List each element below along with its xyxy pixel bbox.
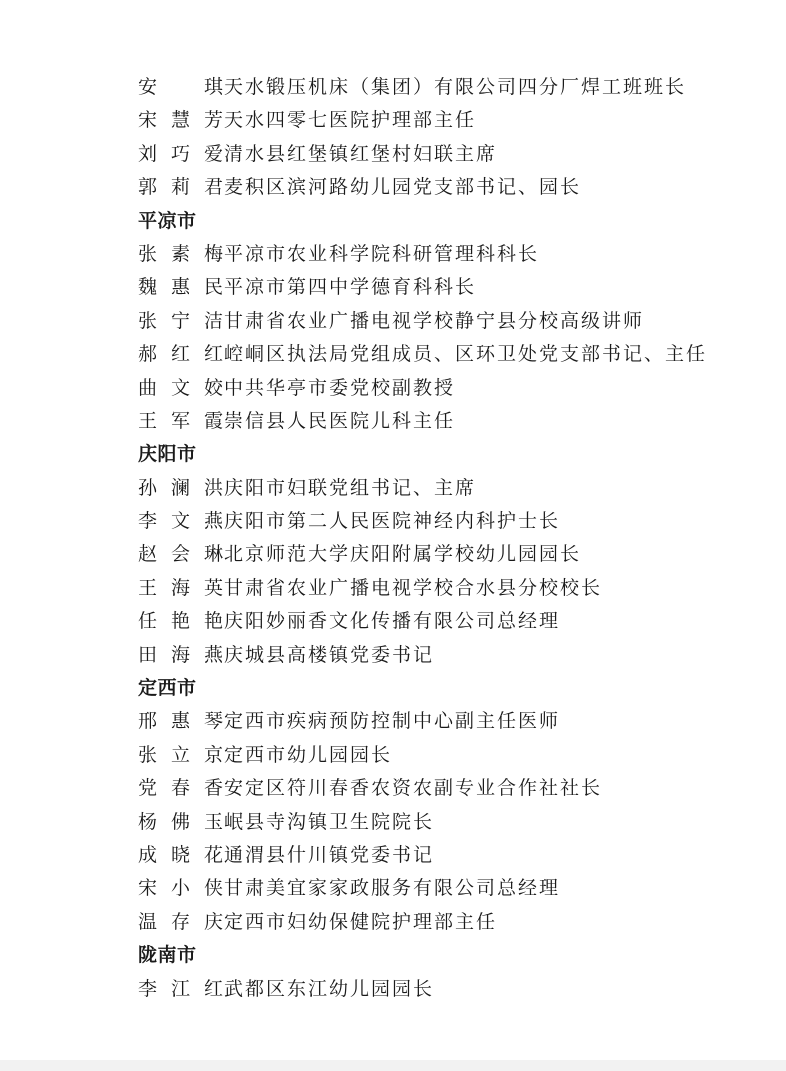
person-row [138, 171, 758, 204]
person-row [138, 739, 758, 772]
honoree-list [138, 71, 758, 1006]
person-title: 平凉市农业科学院科研管理科科长 [224, 242, 540, 265]
person-row [138, 505, 758, 538]
person-title: 天水锻压机床（集团）有限公司四分厂焊工班班长 [224, 76, 687, 98]
person-row [138, 405, 758, 438]
region-heading [138, 438, 758, 471]
person-row [138, 71, 758, 104]
person-name: 孙澜洪 [138, 476, 224, 499]
person-title: 天水四零七医院护理部主任 [224, 109, 477, 132]
person-title: 甘肃美宜家家政服务有限公司总经理 [224, 877, 561, 900]
person-name: 王军霞 [138, 409, 224, 432]
person-title: 武都区东江幼儿园园长 [224, 977, 435, 1000]
person-row [138, 806, 758, 839]
person-name: 郭莉君 [138, 176, 224, 199]
person-title: 庆阳市妇联党组书记、主席 [224, 476, 477, 499]
person-name: 张宁洁 [138, 309, 224, 332]
page-bottom-edge [0, 1060, 786, 1071]
person-row [138, 372, 758, 405]
person-row [138, 705, 758, 738]
person-name: 安 琪 [138, 76, 224, 98]
person-row [138, 973, 758, 1006]
region-heading [138, 672, 758, 705]
person-row [138, 772, 758, 805]
region-heading [138, 939, 758, 972]
region-heading-text: 陇南市 [138, 944, 197, 967]
person-row [138, 538, 758, 571]
person-row [138, 104, 758, 137]
person-row [138, 305, 758, 338]
person-row [138, 906, 758, 939]
region-heading-text: 平凉市 [138, 209, 197, 232]
person-name: 张立京 [138, 743, 224, 766]
person-row [138, 572, 758, 605]
person-title: 平凉市第四中学德育科科长 [224, 276, 477, 299]
person-title: 崇信县人民医院儿科主任 [224, 409, 456, 432]
person-row [138, 338, 758, 371]
person-name: 宋慧芳 [138, 109, 224, 132]
person-title: 甘肃省农业广播电视学校静宁县分校高级讲师 [224, 309, 645, 332]
person-row [138, 238, 758, 271]
person-title: 清水县红堡镇红堡村妇联主席 [224, 142, 498, 165]
person-name: 杨佛玉 [138, 810, 224, 833]
person-row [138, 872, 758, 905]
person-name: 邢惠琴 [138, 710, 224, 733]
region-heading [138, 205, 758, 238]
person-row [138, 839, 758, 872]
person-name: 田海燕 [138, 643, 224, 666]
person-row [138, 138, 758, 171]
person-row [138, 472, 758, 505]
person-name: 郝红红 [138, 343, 224, 366]
person-name: 张素梅 [138, 242, 224, 265]
person-name: 李江红 [138, 977, 224, 1000]
person-title: 中共华亭市委党校副教授 [224, 376, 456, 399]
person-title: 安定区符川春香农资农副专业合作社社长 [224, 777, 603, 800]
person-title: 岷县寺沟镇卫生院院长 [224, 810, 435, 833]
person-title: 崆峒区执法局党组成员、区环卫处党支部书记、主任 [224, 343, 708, 366]
person-name: 宋小侠 [138, 877, 224, 900]
person-title: 麦积区滨河路幼儿园党支部书记、园长 [224, 176, 582, 199]
person-name: 李文燕 [138, 510, 224, 533]
person-name: 温存庆 [138, 910, 224, 933]
person-name: 魏惠民 [138, 276, 224, 299]
person-title: 庆城县高楼镇党委书记 [224, 643, 435, 666]
person-title: 庆阳市第二人民医院神经内科护士长 [224, 510, 561, 533]
person-title: 定西市妇幼保健院护理部主任 [224, 910, 498, 933]
person-title: 北京师范大学庆阳附属学校幼儿园园长 [224, 543, 582, 566]
person-row [138, 271, 758, 304]
person-title: 通渭县什川镇党委书记 [224, 843, 435, 866]
person-row [138, 639, 758, 672]
person-title: 甘肃省农业广播电视学校合水县分校校长 [224, 576, 603, 599]
person-title: 定西市幼儿园园长 [224, 743, 393, 766]
person-name: 曲文姣 [138, 376, 224, 399]
person-title: 定西市疾病预防控制中心副主任医师 [224, 710, 561, 733]
person-name: 成晓花 [138, 843, 224, 866]
person-name: 任艳艳 [138, 610, 224, 633]
person-name: 刘巧爱 [138, 142, 224, 165]
person-name: 赵会琳 [138, 543, 224, 566]
person-title: 庆阳妙丽香文化传播有限公司总经理 [224, 610, 561, 633]
person-row [138, 605, 758, 638]
region-heading-text: 庆阳市 [138, 443, 197, 466]
region-heading-text: 定西市 [138, 677, 197, 700]
person-name: 王海英 [138, 576, 224, 599]
person-name: 党春香 [138, 777, 224, 800]
